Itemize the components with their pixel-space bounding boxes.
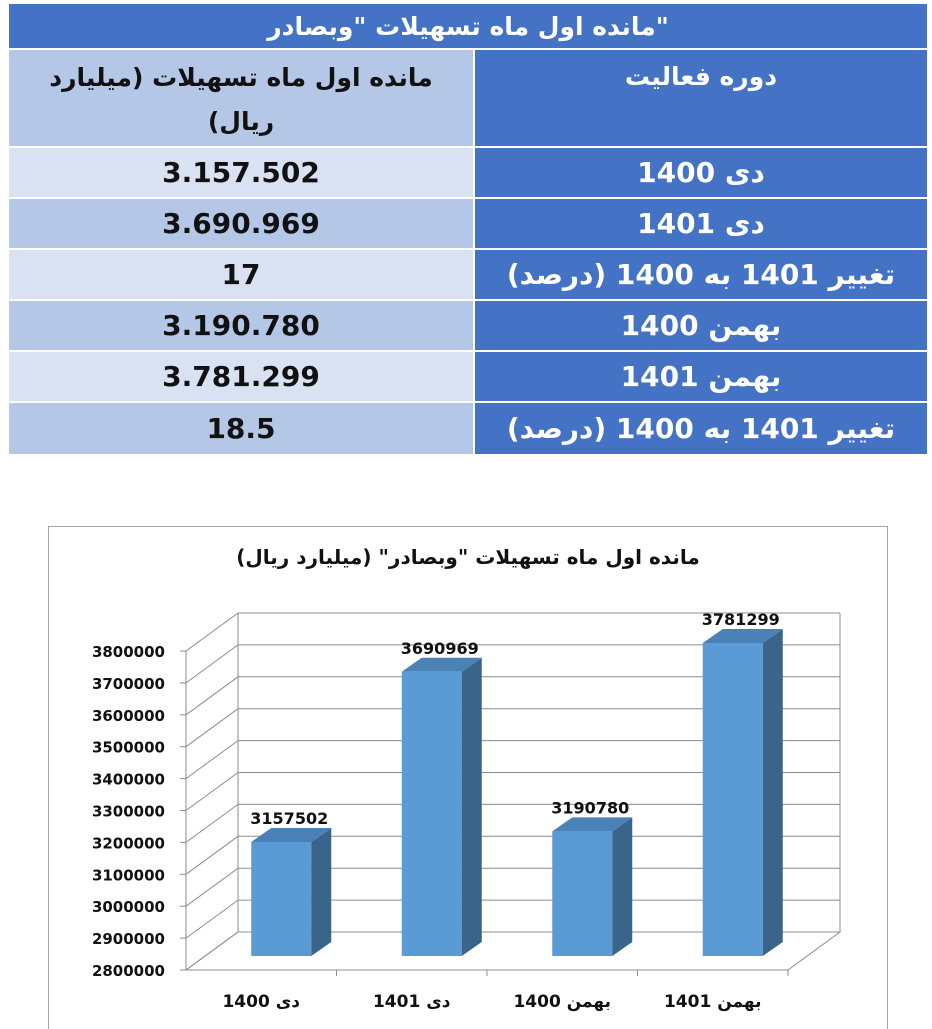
- y-tick-label: 3100000: [91, 866, 165, 885]
- side-gridline: [186, 613, 238, 651]
- bar-side: [612, 817, 632, 956]
- side-gridline: [186, 645, 238, 683]
- row-value: 3.690.969: [9, 199, 475, 248]
- side-gridline: [186, 900, 238, 938]
- side-gridline: [186, 741, 238, 779]
- y-tick-label: 2900000: [91, 930, 165, 949]
- y-tick-label: 2800000: [91, 962, 165, 980]
- header-period: دوره فعالیت: [475, 50, 927, 146]
- y-tick-label: 3400000: [91, 770, 165, 789]
- side-gridline: [186, 868, 238, 906]
- chart-title: مانده اول ماه تسهیلات "وبصادر" (میلیارد ریال): [236, 545, 700, 569]
- row-value: 17: [9, 250, 475, 299]
- row-period: بهمن 1400: [475, 301, 927, 350]
- row-value: 18.5: [9, 403, 475, 454]
- row-period: دی 1401: [475, 199, 927, 248]
- x-tick-label: دی 1401: [372, 992, 451, 1012]
- data-label: 3190780: [551, 798, 630, 818]
- x-tick-label: بهمن 1400: [513, 992, 612, 1012]
- data-label: 3781299: [701, 609, 780, 629]
- bar-side: [763, 629, 783, 956]
- bar: [402, 672, 462, 956]
- y-tick-label: 3700000: [91, 674, 165, 693]
- table-title: مانده اول ماه تسهیلات "وبصادر": [9, 4, 927, 50]
- row-period: بهمن 1401: [475, 352, 927, 401]
- y-tick-label: 3300000: [91, 802, 165, 821]
- y-tick-label: 3000000: [91, 898, 165, 917]
- bar: [703, 643, 763, 956]
- side-gridline: [186, 804, 238, 842]
- y-tick-label: 3800000: [91, 643, 165, 661]
- header-value: مانده اول ماه تسهیلات (میلیارد ریال): [9, 50, 475, 146]
- side-gridline: [186, 773, 238, 811]
- side-gridline: [186, 709, 238, 747]
- side-gridline: [186, 677, 238, 715]
- data-label: 3690969: [400, 638, 479, 658]
- y-tick-label: 3500000: [91, 738, 165, 757]
- y-tick-label: 3200000: [91, 834, 165, 853]
- x-tick-label: بهمن 1401: [663, 992, 762, 1012]
- row-period: دی 1400: [475, 148, 927, 197]
- row-value: 3.190.780: [9, 301, 475, 350]
- bar: [552, 831, 612, 956]
- row-value: 3.157.502: [9, 148, 475, 197]
- row-period: تغییر 1401 به 1400 (درصد): [475, 403, 927, 454]
- bar: [251, 842, 311, 956]
- y-tick-label: 3600000: [91, 706, 165, 725]
- side-gridline: [186, 836, 238, 874]
- bar-side: [311, 828, 331, 956]
- data-label: 3157502: [250, 808, 329, 828]
- x-tick-label: دی 1400: [222, 992, 301, 1012]
- bar-side: [462, 658, 482, 956]
- row-period: تغییر 1401 به 1400 (درصد): [475, 250, 927, 299]
- row-value: 3.781.299: [9, 352, 475, 401]
